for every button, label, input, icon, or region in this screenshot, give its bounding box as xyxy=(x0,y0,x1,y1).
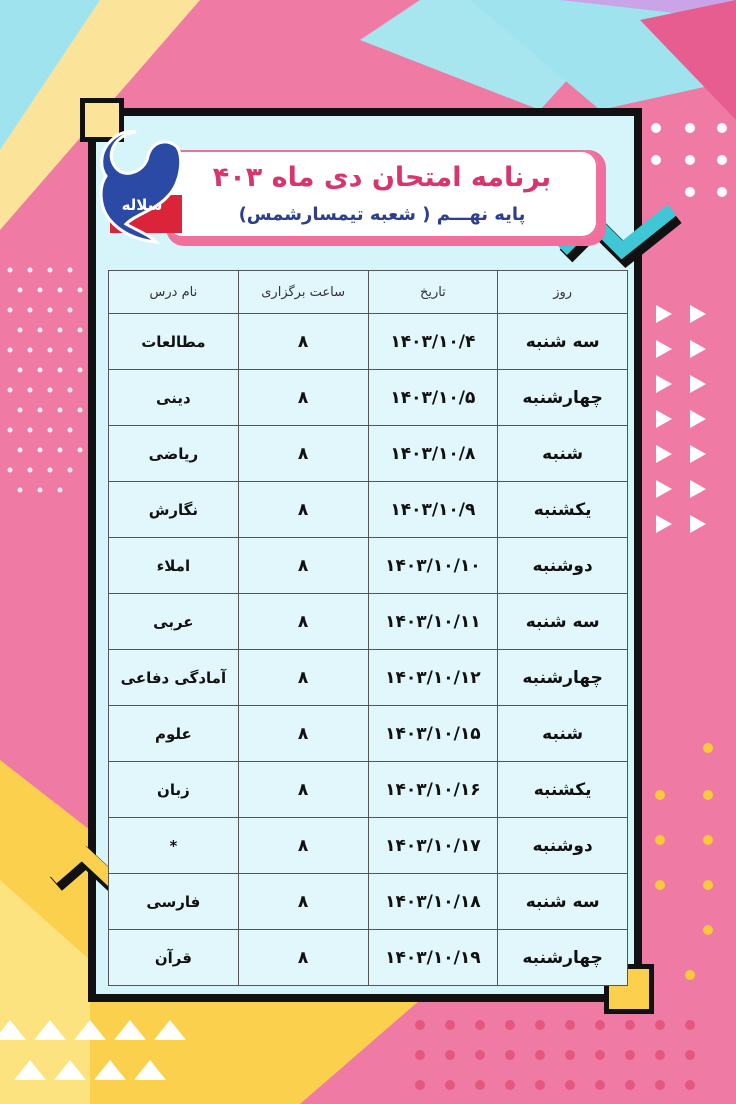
date-cell: ۱۴۰۳/۱۰/۵ xyxy=(368,370,498,426)
header-subject: نام درس xyxy=(109,271,239,314)
table-row xyxy=(109,594,628,650)
subject-cell: زبان xyxy=(109,762,239,818)
date-cell: ۱۴۰۳/۱۰/۱۸ xyxy=(368,874,498,930)
subject-cell: مطالعات xyxy=(109,314,239,370)
day-cell: یکشنبه xyxy=(498,762,628,818)
time-cell: ۸ xyxy=(238,594,368,650)
table-row xyxy=(109,762,628,818)
table-row xyxy=(109,370,628,426)
table-row xyxy=(109,426,628,482)
page-subtitle: پایه نهـــم ( شعبه تیمسارشمس) xyxy=(238,204,526,225)
day-cell: سه شنبه xyxy=(498,594,628,650)
subject-cell: علوم xyxy=(109,706,239,762)
subject-cell: * xyxy=(109,818,239,874)
day-cell: دوشنبه xyxy=(498,818,628,874)
subject-cell: آمادگی دفاعی xyxy=(109,650,239,706)
day-cell: شنبه xyxy=(498,426,628,482)
subject-cell: املاء xyxy=(109,538,239,594)
day-cell: یکشنبه xyxy=(498,482,628,538)
date-cell: ۱۴۰۳/۱۰/۱۹ xyxy=(368,930,498,986)
table-row xyxy=(109,706,628,762)
date-cell: ۱۴۰۳/۱۰/۱۰ xyxy=(368,538,498,594)
logo-text: سلاله xyxy=(121,196,163,214)
time-cell: ۸ xyxy=(238,818,368,874)
time-cell: ۸ xyxy=(238,426,368,482)
table-body xyxy=(109,314,628,986)
table-row xyxy=(109,538,628,594)
subject-cell: عربی xyxy=(109,594,239,650)
subject-cell: قرآن xyxy=(109,930,239,986)
subject-cell: ریاضی xyxy=(109,426,239,482)
table-row xyxy=(109,818,628,874)
date-cell: ۱۴۰۳/۱۰/۱۷ xyxy=(368,818,498,874)
day-cell: شنبه xyxy=(498,706,628,762)
exam-schedule-table xyxy=(108,270,628,986)
date-cell: ۱۴۰۳/۱۰/۱۵ xyxy=(368,706,498,762)
time-cell: ۸ xyxy=(238,706,368,762)
subject-cell: نگارش xyxy=(109,482,239,538)
subject-cell: دینی xyxy=(109,370,239,426)
day-cell: چهارشنبه xyxy=(498,650,628,706)
subject-cell: فارسی xyxy=(109,874,239,930)
time-cell: ۸ xyxy=(238,370,368,426)
time-cell: ۸ xyxy=(238,930,368,986)
table-row xyxy=(109,482,628,538)
date-cell: ۱۴۰۳/۱۰/۱۱ xyxy=(368,594,498,650)
table-header-row xyxy=(109,271,628,314)
day-cell: سه شنبه xyxy=(498,874,628,930)
school-logo-icon xyxy=(96,124,186,246)
table-row xyxy=(109,650,628,706)
day-cell: چهارشنبه xyxy=(498,930,628,986)
day-cell: دوشنبه xyxy=(498,538,628,594)
day-cell: چهارشنبه xyxy=(498,370,628,426)
table-row xyxy=(109,314,628,370)
date-cell: ۱۴۰۳/۱۰/۸ xyxy=(368,426,498,482)
header-day: روز xyxy=(498,271,628,314)
time-cell: ۸ xyxy=(238,762,368,818)
header-date: تاریخ xyxy=(368,271,498,314)
table-row xyxy=(109,874,628,930)
date-cell: ۱۴۰۳/۱۰/۴ xyxy=(368,314,498,370)
page-title: برنامه امتحان دی ماه ۴۰۳ xyxy=(212,162,552,193)
day-cell: سه شنبه xyxy=(498,314,628,370)
time-cell: ۸ xyxy=(238,314,368,370)
time-cell: ۸ xyxy=(238,538,368,594)
header-time: ساعت برگزاری xyxy=(238,271,368,314)
table-row xyxy=(109,930,628,986)
date-cell: ۱۴۰۳/۱۰/۱۲ xyxy=(368,650,498,706)
time-cell: ۸ xyxy=(238,482,368,538)
date-cell: ۱۴۰۳/۱۰/۱۶ xyxy=(368,762,498,818)
time-cell: ۸ xyxy=(238,650,368,706)
time-cell: ۸ xyxy=(238,874,368,930)
date-cell: ۱۴۰۳/۱۰/۹ xyxy=(368,482,498,538)
